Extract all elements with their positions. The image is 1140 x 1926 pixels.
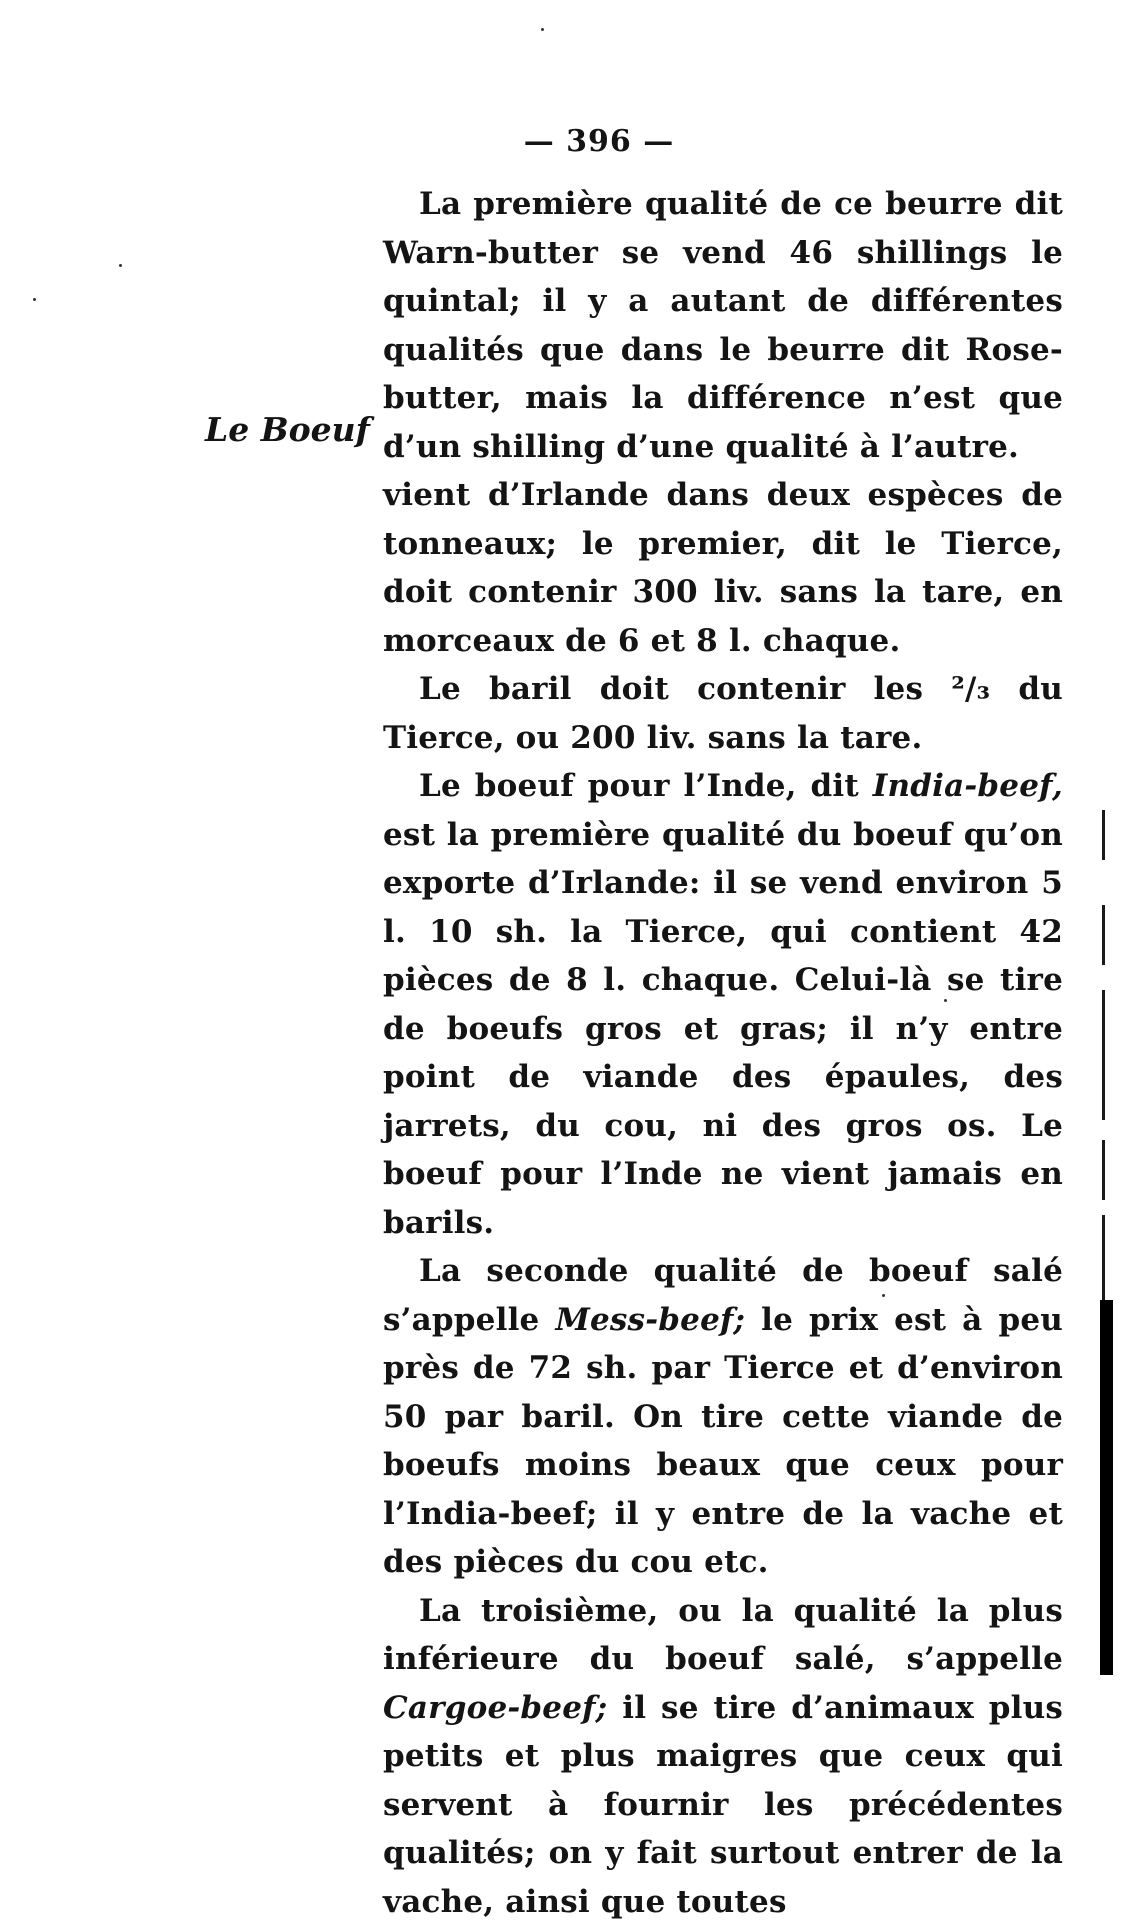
mess-beef-body: le prix est à peu près de 72 sh. par Tierce et d’environ 50 par baril. On tire cette viande de boeufs moins beaux que ceux pour l’India-beef; il y entre de la vache et des pièces du cou etc. [383, 1302, 1063, 1581]
paragraph-india-beef [383, 762, 1063, 1247]
india-beef-intro: Le boeuf pour l’Inde, dit [419, 768, 873, 804]
scan-speck [541, 28, 544, 31]
scan-speck [33, 298, 36, 301]
paragraph-mess-beef [383, 1247, 1063, 1587]
scan-edge-line [1102, 1215, 1105, 1305]
margin-note: Le Boeuf [205, 410, 370, 449]
scan-speck [119, 264, 122, 267]
mess-beef-intro: La seconde qualité de boeuf salé s’appelle [383, 1253, 1063, 1338]
scan-speck [944, 999, 947, 1002]
cargoe-beef-intro: La troisième, ou la qualité la plus inférieure du boeuf salé, s’appelle [383, 1593, 1063, 1678]
mess-beef-term: Mess-beef; [555, 1302, 745, 1338]
paragraph-beef-casks: vient d’Irlande dans deux espèces de tonneaux; le premier, dit le Tierce, doit contenir 300 liv. sans la tare, en morceaux de 6 et 8 l. chaque. [383, 471, 1063, 665]
india-beef-term: India-beef, [873, 768, 1063, 804]
paragraph-butter-quality: La première qualité de ce beurre dit Warn-butter se vend 46 shillings le quintal; il y a autant de différentes qualités que dans le beurre dit Rose-butter, mais la différence n’est que d’un shilling d’une qualité à l’autre. [383, 180, 1063, 471]
page-number: — 396 — [0, 124, 1140, 159]
scan-edge-line [1102, 810, 1105, 860]
text-column [383, 180, 1063, 1926]
scan-edge-line [1102, 1140, 1105, 1200]
india-beef-body: est la première qualité du boeuf qu’on exporte d’Irlande: il se vend environ 5 l. 10 sh. la Tierce, qui contient 42 pièces de 8 l. chaque. Celui-là se tire de boeufs gros et gras; il n’y entre point de viande des épaules, des jarrets, du cou, ni des gros os. Le boeuf pour l’Inde ne vient jamais en barils. [383, 817, 1063, 1241]
scan-edge-line [1102, 905, 1105, 965]
paragraph-barrel: Le baril doit contenir les ²/₃ du Tierce, ou 200 liv. sans la tare. [383, 665, 1063, 762]
cargoe-beef-body: il se tire d’animaux plus petits et plus maigres que ceux qui servent à fournir les précédentes qualités; on y fait surtout entrer de la vache, ainsi que toutes [383, 1690, 1063, 1920]
scan-edge-line [1102, 990, 1105, 1120]
cargoe-beef-term: Cargoe-beef; [383, 1690, 607, 1726]
scan-edge-shadow [1100, 1300, 1113, 1675]
paragraph-cargoe-beef [383, 1587, 1063, 1926]
scan-speck [882, 1294, 885, 1297]
